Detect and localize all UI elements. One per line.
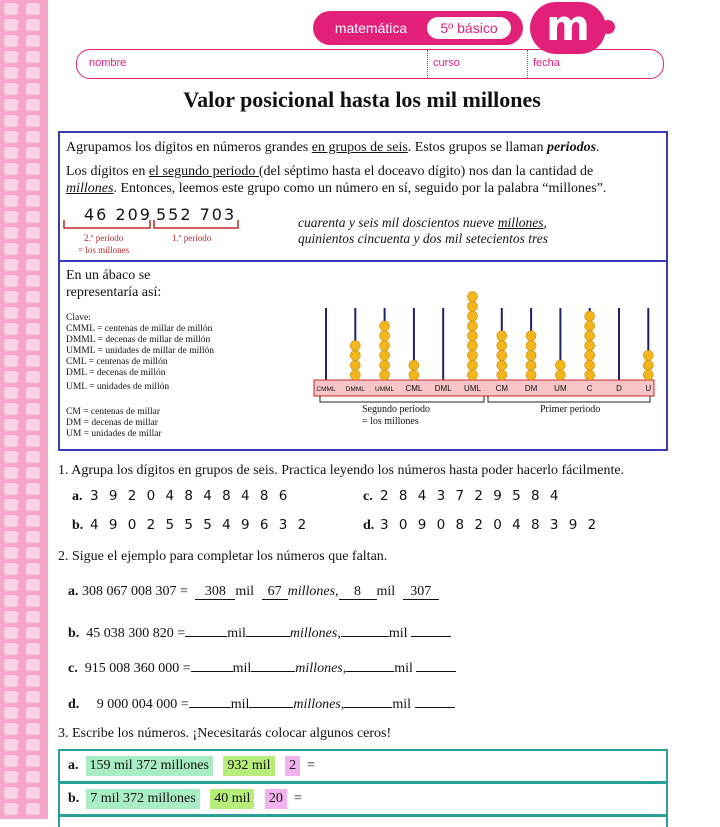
- strip-tile: [4, 163, 18, 175]
- answer-blank[interactable]: [344, 692, 392, 708]
- abacus-bead: [497, 370, 507, 380]
- word-mil: mil: [235, 584, 255, 599]
- key-item: CML = centenas de millón: [66, 357, 168, 367]
- millions-chip: 7 mil 372 millones: [86, 789, 199, 809]
- abacus-bead: [468, 370, 478, 380]
- strip-tile: [26, 275, 40, 287]
- strip-tile: [26, 691, 40, 703]
- abacus-bead: [380, 370, 390, 380]
- strip-tile: [26, 371, 40, 383]
- abacus-bead: [585, 360, 595, 370]
- abacus-intro-2: representaría así:: [66, 285, 162, 300]
- strip-tile: [26, 99, 40, 111]
- abacus-place-label: DML: [434, 384, 452, 393]
- page-title: Valor posicional hasta los mil millones: [183, 87, 541, 112]
- abacus-place-label: CML: [405, 384, 423, 393]
- text: .: [596, 140, 600, 155]
- abacus-bead: [350, 370, 360, 380]
- strip-tile: [4, 259, 18, 271]
- strip-tile: [4, 595, 18, 607]
- strip-tile: [26, 771, 40, 783]
- strip-tile: [4, 387, 18, 399]
- word-mil: mil: [392, 697, 411, 712]
- abacus-second-period-label: Segundo periodo: [362, 404, 431, 415]
- strip-tile: [26, 3, 40, 15]
- example-second-period: 46 209: [84, 205, 152, 224]
- row-number: 308 067 008 307 =: [82, 584, 188, 599]
- q1-item-value: 4 9 0 2 5 5 5 4 9 6 3 2: [90, 517, 310, 533]
- period-brackets: [62, 218, 242, 232]
- abacus-place-label: UML: [464, 384, 481, 393]
- strip-tile: [26, 611, 40, 623]
- abacus-bead: [468, 350, 478, 360]
- strip-tile: [4, 275, 18, 287]
- text: . Entonces, leemos este grupo como un número en sí, seguido por la palabra “millones”.: [113, 181, 607, 196]
- abacus-bead: [585, 341, 595, 351]
- strip-tile: [26, 403, 40, 415]
- strip-tile: [26, 83, 40, 95]
- row-label: a.: [68, 584, 79, 599]
- strip-tile: [4, 611, 18, 623]
- name-field-label: nombre: [89, 57, 127, 69]
- abacus-place-label: UMML: [375, 386, 395, 393]
- strip-tile: [4, 195, 18, 207]
- answer-blank[interactable]: [189, 692, 231, 708]
- abacus-bead: [468, 301, 478, 311]
- abacus-bead: [350, 360, 360, 370]
- strip-tile: [4, 691, 18, 703]
- key-item: CM = centenas de millar: [66, 407, 160, 417]
- abacus-bead: [643, 360, 653, 370]
- abacus-bead: [497, 350, 507, 360]
- strip-tile: [26, 195, 40, 207]
- strip-tile: [4, 643, 18, 655]
- abacus-bead: [380, 360, 390, 370]
- abacus-base: [314, 380, 654, 396]
- text: en grupos de seis: [311, 140, 408, 155]
- thousands-chip: 40 mil: [210, 789, 254, 809]
- intro-paragraph-1: [66, 139, 661, 156]
- strip-tile: [4, 627, 18, 639]
- abacus-bead: [380, 331, 390, 341]
- row-number: 915 008 360 000 =: [84, 661, 191, 676]
- strip-tile: [4, 803, 18, 815]
- row-label: b.: [68, 626, 80, 641]
- strip-tile: [26, 179, 40, 191]
- q2-row-d: d. 9 000 004 000 = mil millones, mil: [68, 692, 455, 713]
- decorative-strip-pattern: [0, 0, 48, 819]
- strip-tile: [4, 451, 18, 463]
- strip-tile: [4, 211, 18, 223]
- answer-blank[interactable]: 307: [403, 584, 439, 600]
- grade-label: 5º básico: [427, 17, 511, 39]
- key-item: UML = unidades de millón: [66, 382, 170, 392]
- abacus-intro-1: En un ábaco se: [66, 268, 151, 283]
- strip-tile: [4, 723, 18, 735]
- second-period-bracket: [320, 396, 484, 402]
- millions-note: = los millones: [78, 245, 130, 255]
- answer-blank[interactable]: 8: [339, 584, 377, 600]
- text: millones: [497, 215, 544, 230]
- example-first-period: 552 703: [156, 205, 237, 224]
- strip-tile: [26, 163, 40, 175]
- abacus-bead: [350, 350, 360, 360]
- q1-item-value: 2 8 4 3 7 2 9 5 8 4: [380, 488, 562, 504]
- q3-row-b: [58, 782, 668, 816]
- abacus-bead: [526, 341, 536, 351]
- key-item: CMML = centenas de millar de millón: [66, 324, 213, 334]
- abacus-bead: [526, 331, 536, 341]
- word-millones: millones: [295, 661, 343, 676]
- strip-tile: [26, 579, 40, 591]
- strip-tile: [26, 515, 40, 527]
- subject-label: matemática: [322, 17, 420, 39]
- strip-tile: [26, 627, 40, 639]
- strip-tile: [4, 243, 18, 255]
- abacus-millions-note: = los millones: [362, 416, 419, 427]
- strip-tile: [4, 547, 18, 559]
- word-mil: mil: [376, 584, 396, 599]
- q2-row-b: b. 45 038 300 820 = mil millones, mil: [68, 621, 451, 642]
- q1-item-label: c.: [363, 489, 373, 504]
- strip-tile: [4, 179, 18, 191]
- strip-tile: [26, 387, 40, 399]
- strip-tile: [4, 739, 18, 751]
- course-field-label: curso: [433, 57, 460, 69]
- q1-item-label: d.: [363, 518, 375, 533]
- abacus-place-label: DM: [524, 384, 538, 393]
- abacus-bead: [555, 360, 565, 370]
- abacus-place-label: CMML: [316, 386, 336, 393]
- row-label: b.: [68, 791, 80, 806]
- answer-blank[interactable]: [251, 656, 295, 672]
- strip-tile: [4, 339, 18, 351]
- strip-tile: [4, 483, 18, 495]
- strip-tile: [26, 147, 40, 159]
- strip-tile: [26, 67, 40, 79]
- text: millones: [66, 181, 114, 196]
- strip-tile: [26, 499, 40, 511]
- units-chip: 20: [265, 789, 287, 809]
- strip-tile: [26, 547, 40, 559]
- answer-blank[interactable]: [246, 621, 290, 637]
- strip-tile: [26, 115, 40, 127]
- q2-row-a: a. 308 067 008 307 = 308 mil 67 millones, 8 mil 307: [68, 584, 439, 600]
- q1-item-label: a.: [72, 489, 83, 504]
- answer-blank[interactable]: [185, 621, 227, 637]
- abacus-bead: [468, 311, 478, 321]
- row-number: 9 000 004 000 =: [96, 697, 189, 712]
- strip-tile: [26, 419, 40, 431]
- strip-tile: [4, 307, 18, 319]
- strip-tile: [4, 531, 18, 543]
- strip-tile: [26, 755, 40, 767]
- logo-dot: [601, 20, 615, 34]
- abacus-bead: [409, 360, 419, 370]
- abacus-bead: [468, 331, 478, 341]
- units-chip: 2: [285, 756, 300, 776]
- strip-tile: [26, 35, 40, 47]
- abacus-bead: [409, 370, 419, 380]
- q3-row-c: [58, 815, 668, 827]
- student-info-bar: [76, 49, 664, 79]
- row-label: d.: [68, 697, 80, 712]
- answer-blank[interactable]: [346, 656, 394, 672]
- q3-row-a: [58, 749, 668, 783]
- q1-item-value: 3 0 9 0 8 2 0 4 8 3 9 2: [380, 517, 600, 533]
- q3-row-content: [68, 756, 315, 776]
- word-millones: millones: [293, 697, 341, 712]
- strip-tile: [4, 99, 18, 111]
- reading-line-2: quinientos cincuenta y dos mil setecientos tres: [298, 231, 548, 246]
- abacus-bead: [380, 350, 390, 360]
- strip-tile: [26, 19, 40, 31]
- strip-tile: [4, 131, 18, 143]
- strip-tile: [4, 51, 18, 63]
- q3-row-content: [68, 789, 302, 809]
- word-mil: mil: [232, 661, 252, 676]
- strip-tile: [26, 707, 40, 719]
- strip-tile: [26, 675, 40, 687]
- first-period-bracket: [488, 396, 650, 402]
- answer-blank[interactable]: [191, 656, 233, 672]
- abacus-place-label: UM: [554, 384, 567, 393]
- abacus-bead: [643, 370, 653, 380]
- date-field-label: fecha: [533, 57, 560, 69]
- word-mil: mil: [388, 626, 408, 641]
- logo: m: [530, 2, 606, 54]
- abacus-place-label: DMML: [345, 386, 365, 393]
- strip-tile: [4, 659, 18, 671]
- key-list: [66, 324, 214, 393]
- strip-tile: [26, 643, 40, 655]
- divider: [427, 50, 428, 78]
- abacus-place-label: CM: [495, 384, 509, 393]
- text: ,: [543, 215, 547, 230]
- abacus-place-label: U: [645, 384, 652, 393]
- equals-sign: =: [293, 791, 302, 806]
- abacus-place-label: D: [616, 384, 622, 393]
- answer-blank[interactable]: 67: [262, 584, 288, 600]
- first-period-label: 1.º periodo: [172, 233, 212, 243]
- abacus-bead: [526, 370, 536, 380]
- text: periodos: [547, 140, 597, 155]
- abacus-bead: [497, 331, 507, 341]
- strip-tile: [4, 19, 18, 31]
- key-item: DML = decenas de millón: [66, 368, 166, 378]
- strip-tile: [4, 563, 18, 575]
- q1-item-value: 3 9 2 0 4 8 4 8 4 8 6: [90, 488, 291, 504]
- reading-line-1: [298, 215, 547, 231]
- abacus-bead: [585, 311, 595, 321]
- strip-tile: [4, 323, 18, 335]
- strip-tile: [4, 83, 18, 95]
- q1-item-label: b.: [72, 518, 84, 533]
- strip-tile: [26, 355, 40, 367]
- word-mil: mil: [394, 661, 413, 676]
- word-mil: mil: [227, 626, 246, 641]
- abacus-bead: [380, 321, 390, 331]
- answer-blank[interactable]: [416, 656, 456, 672]
- key-title: Clave:: [66, 313, 91, 323]
- strip-tile: [26, 435, 40, 447]
- question-2-instruction: 2. Sigue el ejemplo para completar los números que faltan.: [58, 549, 388, 564]
- strip-tile: [26, 803, 40, 815]
- question-1-instruction: 1. Agrupa los dígitos en grupos de seis. Practica leyendo los números hasta poder hacerlo fácilmente.: [58, 463, 625, 478]
- answer-blank[interactable]: 308: [195, 584, 235, 600]
- text: . Estos grupos se llaman: [407, 140, 548, 155]
- strip-tile: [26, 723, 40, 735]
- answer-blank[interactable]: [415, 692, 455, 708]
- strip-tile: [4, 579, 18, 591]
- abacus-bead: [555, 370, 565, 380]
- strip-tile: [26, 739, 40, 751]
- divider: [527, 50, 528, 78]
- strip-tile: [4, 435, 18, 447]
- strip-tile: [26, 467, 40, 479]
- abacus-bead: [497, 341, 507, 351]
- text: (del séptimo hasta el doceavo dígito) nos dan la cantidad de: [258, 164, 594, 179]
- abacus-bead: [526, 360, 536, 370]
- strip-tile: [4, 355, 18, 367]
- answer-blank[interactable]: [341, 621, 389, 637]
- text: cuarenta y seis mil doscientos nueve: [298, 215, 498, 230]
- strip-tile: [26, 563, 40, 575]
- key-item: DMML = decenas de millar de millón: [66, 335, 211, 345]
- text: Agrupamos los dígitos en números grandes: [66, 140, 312, 155]
- strip-tile: [4, 787, 18, 799]
- abacus-bead: [585, 350, 595, 360]
- strip-tile: [4, 675, 18, 687]
- strip-tile: [4, 115, 18, 127]
- strip-tile: [4, 419, 18, 431]
- abacus-place-label: C: [586, 384, 593, 393]
- strip-tile: [26, 291, 40, 303]
- abacus-bead: [643, 350, 653, 360]
- key-list-2: [66, 407, 162, 440]
- word-millones: millones: [289, 626, 338, 641]
- strip-tile: [26, 531, 40, 543]
- strip-tile: [26, 51, 40, 63]
- word-mil: mil: [230, 697, 250, 712]
- key-item: DM = decenas de millar: [66, 418, 158, 428]
- strip-tile: [4, 467, 18, 479]
- strip-tile: [4, 67, 18, 79]
- strip-tile: [4, 755, 18, 767]
- abacus-bead: [585, 370, 595, 380]
- key-item: UM = unidades de millar: [66, 429, 162, 439]
- strip-tile: [4, 403, 18, 415]
- abacus-first-period-label: Primer periodo: [540, 404, 601, 415]
- text: Los dígitos en: [66, 164, 149, 179]
- strip-tile: [26, 323, 40, 335]
- row-label: a.: [68, 758, 79, 773]
- strip-tile: [26, 227, 40, 239]
- strip-tile: [26, 259, 40, 271]
- question-3-instruction: 3. Escribe los números. ¡Necesitarás colocar algunos ceros!: [58, 726, 392, 741]
- strip-tile: [4, 227, 18, 239]
- strip-tile: [26, 483, 40, 495]
- q2-row-c: c. 915 008 360 000 = mil millones, mil: [68, 656, 456, 677]
- abacus-bead: [468, 360, 478, 370]
- row-number: 45 038 300 820 =: [86, 626, 186, 641]
- strip-tile: [4, 771, 18, 783]
- strip-tile: [4, 499, 18, 511]
- strip-tile: [26, 787, 40, 799]
- answer-blank[interactable]: [411, 621, 451, 637]
- key-item: UMML = unidades de millar de millón: [66, 346, 215, 356]
- intro-paragraph-2: [66, 163, 661, 197]
- strip-tile: [4, 147, 18, 159]
- abacus-bead: [585, 331, 595, 341]
- strip-tile: [4, 291, 18, 303]
- abacus-bead: [497, 360, 507, 370]
- strip-tile: [26, 131, 40, 143]
- strip-tile: [26, 307, 40, 319]
- abacus-bead: [468, 321, 478, 331]
- answer-blank[interactable]: [249, 692, 293, 708]
- text: el segundo periodo: [148, 164, 259, 179]
- strip-tile: [4, 35, 18, 47]
- strip-tile: [4, 371, 18, 383]
- strip-tile: [4, 707, 18, 719]
- strip-tile: [26, 211, 40, 223]
- abacus-bead: [585, 321, 595, 331]
- strip-tile: [4, 515, 18, 527]
- strip-tile: [26, 595, 40, 607]
- abacus-bead: [380, 341, 390, 351]
- strip-tile: [26, 339, 40, 351]
- millions-chip: 159 mil 372 millones: [86, 756, 213, 776]
- thousands-chip: 932 mil: [223, 756, 274, 776]
- abacus-bead: [350, 341, 360, 351]
- row-label: c.: [68, 661, 78, 676]
- equals-sign: =: [307, 758, 315, 773]
- strip-tile: [4, 3, 18, 15]
- second-period-label: 2.º periodo: [84, 233, 124, 243]
- strip-tile: [26, 451, 40, 463]
- strip-tile: [26, 243, 40, 255]
- strip-tile: [26, 659, 40, 671]
- abacus-bead: [468, 341, 478, 351]
- abacus-bead: [468, 292, 478, 302]
- abacus-bead: [526, 350, 536, 360]
- word-millones: millones: [287, 584, 336, 599]
